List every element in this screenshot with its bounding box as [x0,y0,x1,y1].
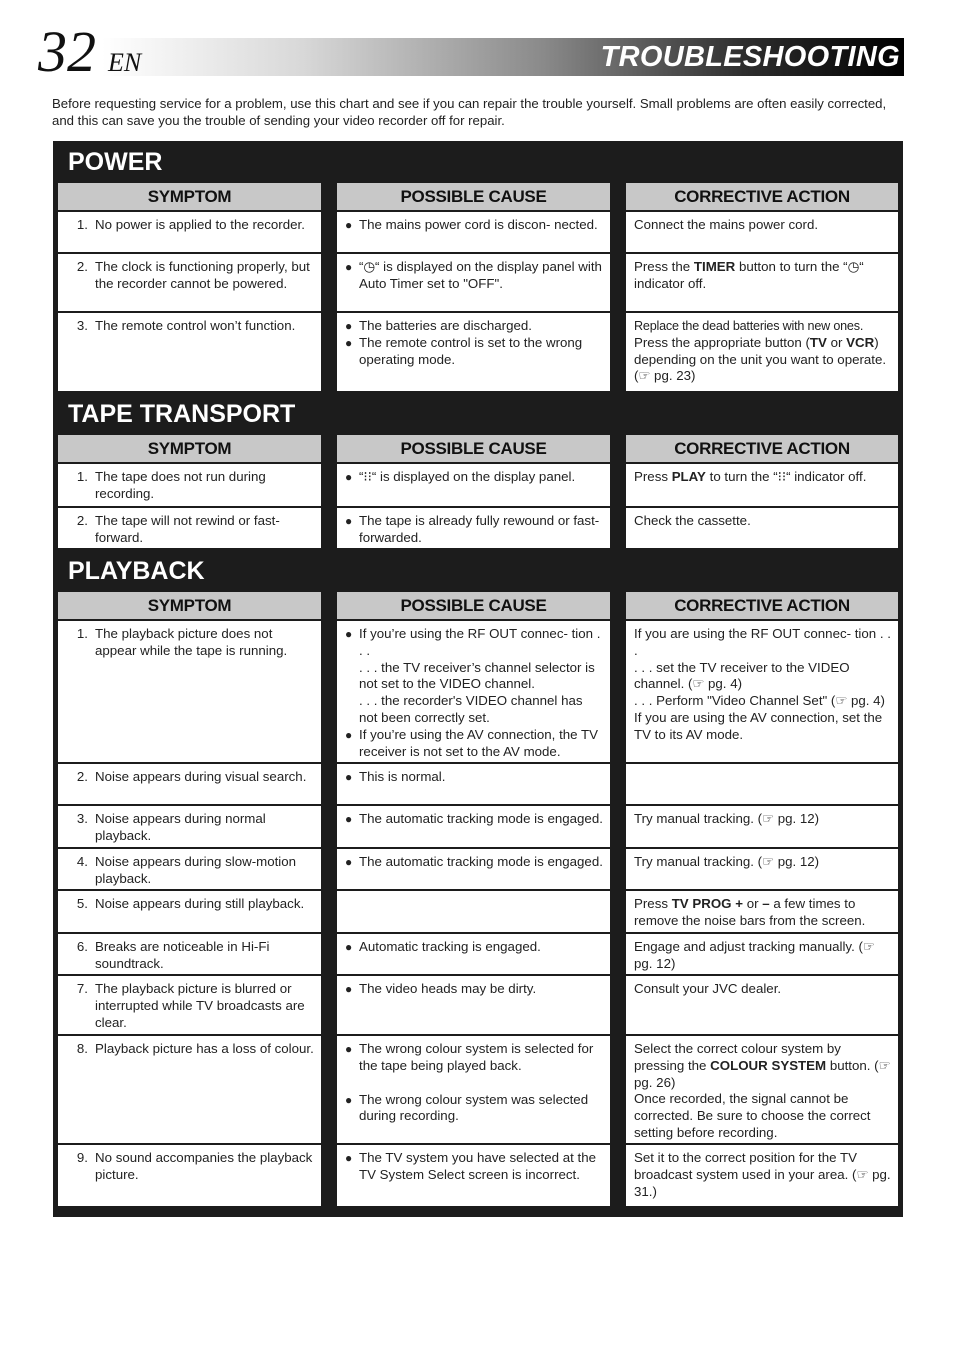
table-row [53,212,903,252]
symptom-cell [58,934,321,974]
column-header-action: CORRECTIVE ACTION [626,183,898,210]
table-row [53,806,903,847]
action-text: to turn the “⁝⁝“ indicator off. [705,469,867,484]
cause-text: The mains power cord is discon- nected. [359,217,598,232]
cause-line: . . . the TV receiver’s channel selector is not set to the VIDEO channel. [359,659,595,692]
table-row [53,313,903,391]
column-header-row [53,592,903,619]
action-cell: Check the cassette. [626,508,898,548]
table-row [53,934,903,974]
symptom-cell [58,849,321,889]
symptom-cell [58,464,321,506]
symptom-text: No sound accompanies the playback picture. [95,1150,313,1182]
cause-cell [337,976,610,1034]
symptom-text: Noise appears during normal playback. [95,811,266,843]
row-number: 8. [76,1041,88,1056]
action-line: If you are using the RF OUT connec- tion . . . [634,626,891,658]
bullet-icon: ● [345,514,353,528]
cause-cell [337,934,610,974]
cause-text: The batteries are discharged. [359,318,532,333]
table-row [53,849,903,889]
column-header-symptom: SYMPTOM [58,592,321,619]
action-cell: Try manual tracking. (☞ pg. 12) [626,849,898,889]
bullet-icon: ● [345,470,353,484]
action-cell: Set it to the correct position for the TV broadcast system used in your area. (☞ pg. 31.) [626,1145,898,1206]
intro-paragraph: Before requesting service for a problem, use this chart and see if you can repair the trouble yourself. Small problems are often easily corrected, and this can save you the trouble of sending your video recorder off for repair. [52,96,887,128]
cause-cell [337,212,610,252]
cause-cell [337,891,610,932]
bullet-icon: ● [345,855,353,869]
symptom-cell [58,313,321,391]
button-name: – [762,896,770,911]
row-number: 2. [76,259,88,274]
cause-cell [337,254,610,311]
page-number: 32 [38,19,96,84]
bullet-icon: ● [345,1092,353,1107]
action-text: or [826,334,847,350]
cause-text: The wrong colour system was selected during recording. [359,1091,589,1124]
action-cell [626,313,898,391]
cause-text: This is normal. [359,769,446,784]
symptom-cell [58,891,321,932]
table-row [53,464,903,506]
bullet-icon: ● [345,940,353,954]
section-title-playback: PLAYBACK [68,557,205,585]
cause-line: If you’re using the RF OUT connec- tion . . . [359,626,601,658]
button-name: TIMER [693,259,736,274]
spacer [345,1075,604,1092]
row-number: 2. [76,769,88,784]
cause-text [359,626,604,727]
row-number: 2. [76,513,88,528]
row-number: 9. [76,1150,88,1165]
row-number: 6. [76,939,88,954]
page-title: TROUBLESHOOTING [600,41,900,73]
bullet-icon: ● [345,319,353,333]
bullet-icon: ● [345,812,353,826]
row-number: 3. [76,318,88,333]
symptom-text: Playback picture has a loss of colour. [95,1041,314,1056]
cause-cell [337,313,610,391]
symptom-cell [58,254,321,311]
action-cell: Consult your JVC dealer. [626,976,898,1034]
symptom-cell [58,976,321,1034]
column-header-cause: POSSIBLE CAUSE [337,435,610,462]
action-line: . . . Perform "Video Channel Set" (☞ pg. 4) [634,693,885,709]
symptom-cell [58,764,321,804]
cause-text: The remote control is set to the wrong operating mode. [359,334,583,367]
cause-text: The TV system you have selected at the TV System Select screen is incorrect. [359,1150,597,1182]
table-row [53,891,903,932]
cause-text: Automatic tracking is engaged. [359,939,541,954]
action-cell [626,621,898,762]
bullet-icon: ● [345,260,353,274]
row-number: 1. [76,217,88,232]
symptom-text: No power is applied to the recorder. [95,217,305,232]
cause-text: The tape is already fully rewound or fast-forwarded. [359,513,600,545]
cause-cell [337,806,610,847]
action-line: If you are using the AV connection, set the TV to its AV mode. [634,709,883,742]
column-header-symptom: SYMPTOM [58,183,321,210]
cause-cell [337,621,610,762]
row-number: 3. [76,811,88,826]
symptom-cell [58,1036,321,1143]
cause-cell [337,1145,610,1206]
symptom-text: The playback picture is blurred or interrupted while TV broadcasts are clear. [95,981,305,1030]
symptom-text: Breaks are noticeable in Hi-Fi soundtrack. [95,939,270,971]
bullet-icon: ● [345,1042,353,1056]
button-name: PLAY [671,469,706,484]
section-title-tape-transport: TAPE TRANSPORT [68,400,296,428]
action-cell: Connect the mains power cord. [626,212,898,252]
cause-text: “◷“ is displayed on the display panel with Auto Timer set to "OFF". [359,259,602,291]
action-cell [626,764,898,804]
symptom-text: Noise appears during slow-motion playback. [95,854,297,886]
bullet-icon: ● [345,335,353,350]
troubleshooting-panel [53,141,903,1217]
cause-text: If you’re using the AV connection, the TV receiver is not set to the AV mode. [359,726,598,759]
column-header-action: CORRECTIVE ACTION [626,592,898,619]
cause-text: The automatic tracking mode is engaged. [359,854,603,869]
page-language: EN [108,48,142,77]
symptom-text: The tape does not run during recording. [95,469,266,501]
action-text: Press the [634,259,694,274]
cause-cell [337,1036,610,1143]
cause-line: . . . the recorder's VIDEO channel has not been correctly set. [359,693,583,725]
symptom-text: The tape will not rewind or fast- forward. [95,513,280,545]
table-row [53,1036,903,1143]
row-number: 5. [76,896,88,911]
page-header [38,19,904,84]
action-text: a few times to remove the noise bars from the screen. [634,896,866,928]
column-header-cause: POSSIBLE CAUSE [337,592,610,619]
button-name: TV [809,334,827,350]
bullet-icon: ● [345,218,353,232]
symptom-text: Noise appears during visual search. [95,769,307,784]
action-text: ) depending on the unit you want to operate. (☞ pg. 23) [634,334,887,384]
cause-text: The video heads may be dirty. [359,981,537,996]
table-row [53,976,903,1034]
table-row [53,254,903,311]
action-text: Press [634,896,672,911]
bullet-icon: ● [345,627,353,641]
symptom-text: Noise appears during still playback. [95,896,305,911]
symptom-text: The remote control won’t function. [95,318,296,333]
column-header-row [53,183,903,210]
bullet-icon: ● [345,982,353,996]
table-row [53,1145,903,1206]
symptom-cell [58,508,321,548]
symptom-cell [58,1145,321,1206]
symptom-text: The clock is functioning properly, but the recorder cannot be powered. [95,259,310,291]
bullet-icon: ● [345,727,353,742]
action-cell: Try manual tracking. (☞ pg. 12) [626,806,898,847]
cause-text: The automatic tracking mode is engaged. [359,811,603,826]
button-name: TV PROG + [671,896,743,911]
action-text: button to turn the “◷“ indicator off. [634,259,864,291]
table-row [53,764,903,804]
action-text: Press the appropriate button ( [634,334,810,350]
action-cell [626,464,898,506]
bullet-icon: ● [345,1151,353,1165]
row-number: 1. [76,626,88,641]
symptom-cell [58,212,321,252]
column-header-cause: POSSIBLE CAUSE [337,183,610,210]
action-cell [626,891,898,932]
row-number: 1. [76,469,88,484]
action-text: Replace the dead batteries with new ones. [634,319,864,333]
cause-cell [337,764,610,804]
action-text: Press [634,469,672,484]
row-number: 7. [76,981,88,996]
cause-text: “⁝⁝“ is displayed on the display panel. [359,469,576,484]
cause-text: The wrong colour system is selected for the tape being played back. [359,1041,594,1073]
action-text: Select the correct colour system by pressing the [634,1041,841,1073]
table-row [53,508,903,548]
row-number: 4. [76,854,88,869]
cause-cell [337,849,610,889]
table-row [53,621,903,762]
symptom-cell [58,806,321,847]
column-header-row [53,435,903,462]
action-cell [626,1036,898,1143]
action-cell [626,254,898,311]
symptom-cell [58,621,321,762]
button-name: VCR [846,334,875,350]
column-header-action: CORRECTIVE ACTION [626,435,898,462]
symptom-text: The playback picture does not appear while the tape is running. [95,626,288,658]
action-line: . . . set the TV receiver to the VIDEO channel. (☞ pg. 4) [634,659,850,692]
action-text: or [743,896,763,911]
action-text: Once recorded, the signal cannot be corrected. Be sure to choose the correct setting before recording. [634,1091,871,1140]
column-header-symptom: SYMPTOM [58,435,321,462]
button-name: COLOUR SYSTEM [710,1057,827,1073]
action-text: button. (☞ pg. 26) [634,1057,891,1090]
cause-cell [337,464,610,506]
action-cell: Engage and adjust tracking manually. (☞ pg. 12) [626,934,898,974]
cause-cell [337,508,610,548]
bullet-icon: ● [345,770,353,784]
section-title-power: POWER [68,148,163,176]
